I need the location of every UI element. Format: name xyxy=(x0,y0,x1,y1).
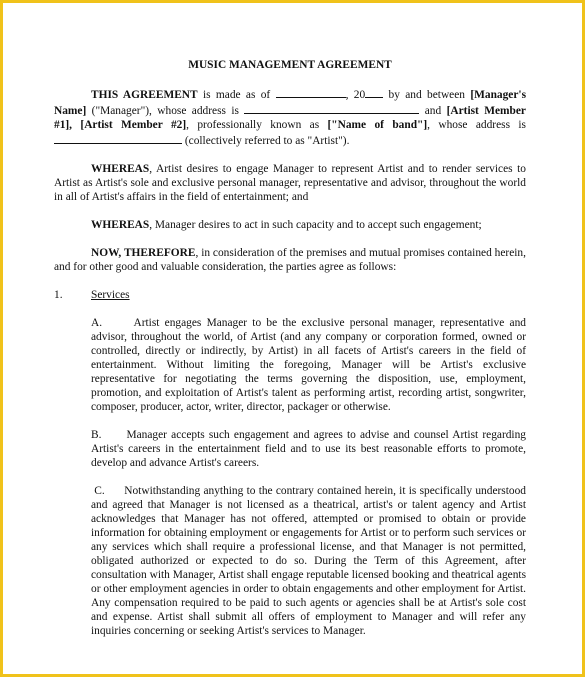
clause-c xyxy=(91,484,526,638)
document-body xyxy=(54,58,526,652)
section-number: 1. xyxy=(54,289,63,301)
intro-text: , whose address is xyxy=(427,119,526,131)
whereas-lead: WHEREAS xyxy=(91,219,150,231)
clause-b xyxy=(91,428,526,470)
intro-text: and xyxy=(419,105,447,117)
clause-label: A. xyxy=(91,317,103,329)
now-therefore-lead: NOW, THEREFORE xyxy=(91,247,196,259)
intro-text: , 20 xyxy=(345,89,366,101)
manager-address-blank[interactable] xyxy=(244,102,419,114)
document-title: MUSIC MANAGEMENT AGREEMENT xyxy=(188,59,392,71)
now-therefore-text: , in consideration of the premises and mutual promises contained herein, and for other good and valuable consideration, the parties agree as follows: xyxy=(54,247,526,273)
document-page xyxy=(3,3,582,674)
artist-address-blank[interactable] xyxy=(54,132,182,144)
whereas-text: , Artist desires to engage Manager to represent Artist and to render services to Artist as Artist's sole and exclusive personal manager, representative and advisor, throughout the world in all of Artist's affairs in the field of entertainment; and xyxy=(54,163,526,203)
manager-name-placeholder: [Manager's Name] xyxy=(54,89,527,117)
clause-label: C. xyxy=(94,485,105,497)
whereas-paragraph-2 xyxy=(54,218,526,232)
clause-a xyxy=(91,316,526,414)
whereas-paragraph-1 xyxy=(54,162,526,204)
intro-text: (collectively referred to as "Artist"). xyxy=(182,135,350,147)
intro-text: ("Manager"), whose address is xyxy=(86,105,245,117)
intro-text: by and between xyxy=(383,89,471,101)
intro-lead: THIS AGREEMENT xyxy=(91,89,198,101)
clause-text: Artist engages Manager to be the exclusive personal manager, representative and advisor, throughout the world, of Artist (and any company or corporation formed, owned or controlled, directly or indirectly, by Artist) in all facets of Artist's careers in the field of entertainment. Without limiting the foregoing, Manager will be Artist's exclusive representative for negotiating the terms governing the disposition, use, employment, promotion, and exploitation of Artist's talent as performing artist, recording artist, songwriter, composer, producer, actor, writer, director, packager or otherwise. xyxy=(91,317,526,413)
band-name-placeholder: ["Name of band"] xyxy=(327,119,428,131)
clause-text: Manager accepts such engagement and agrees to advise and counsel Artist regarding Artist's careers in the entertainment field and to use its best reasonable efforts to promote, develop and advance Artist's careers. xyxy=(91,429,526,469)
now-therefore-paragraph xyxy=(54,246,526,274)
clause-label: B. xyxy=(91,429,102,441)
clause-text: Notwithstanding anything to the contrary contained herein, it is specifically understood and agreed that Manager is not licensed as a theatrical, artist's or talent agency and Artist acknowledges that Manager has not offered, attempted or promised to obtain or provide information for obtaining employment or engagements for Artist or to perform such services or any services which shall require a professional license, and that Manager is not permitted, obligated authorized or expected to do so. During the Term of this Agreement, after consultation with Manager, Artist shall engage reputable licensed booking and theatrical agents or other employment agencies in order to obtain engagements and other employment for Artist. Any compensation required to be paid to such agents or agencies shall be at Artist's sole cost and expense. Artist shall submit all offers of employment to Manager and will refer any inquiries concerning or seeking Artist's services to Manager. xyxy=(91,485,526,637)
artist-members-placeholder: [Artist Member #1], [Artist Member #2] xyxy=(54,105,526,131)
intro-paragraph xyxy=(54,86,526,148)
section-title: Services xyxy=(91,289,130,301)
year-blank[interactable] xyxy=(365,86,383,98)
whereas-text: , Manager desires to act in such capacity and to accept such engagement; xyxy=(149,219,482,231)
section-heading xyxy=(54,288,526,302)
date-blank[interactable] xyxy=(276,86,346,98)
intro-text: is made as of xyxy=(197,89,276,101)
whereas-lead: WHEREAS xyxy=(91,163,150,175)
intro-text: , professionally known as xyxy=(186,119,328,131)
